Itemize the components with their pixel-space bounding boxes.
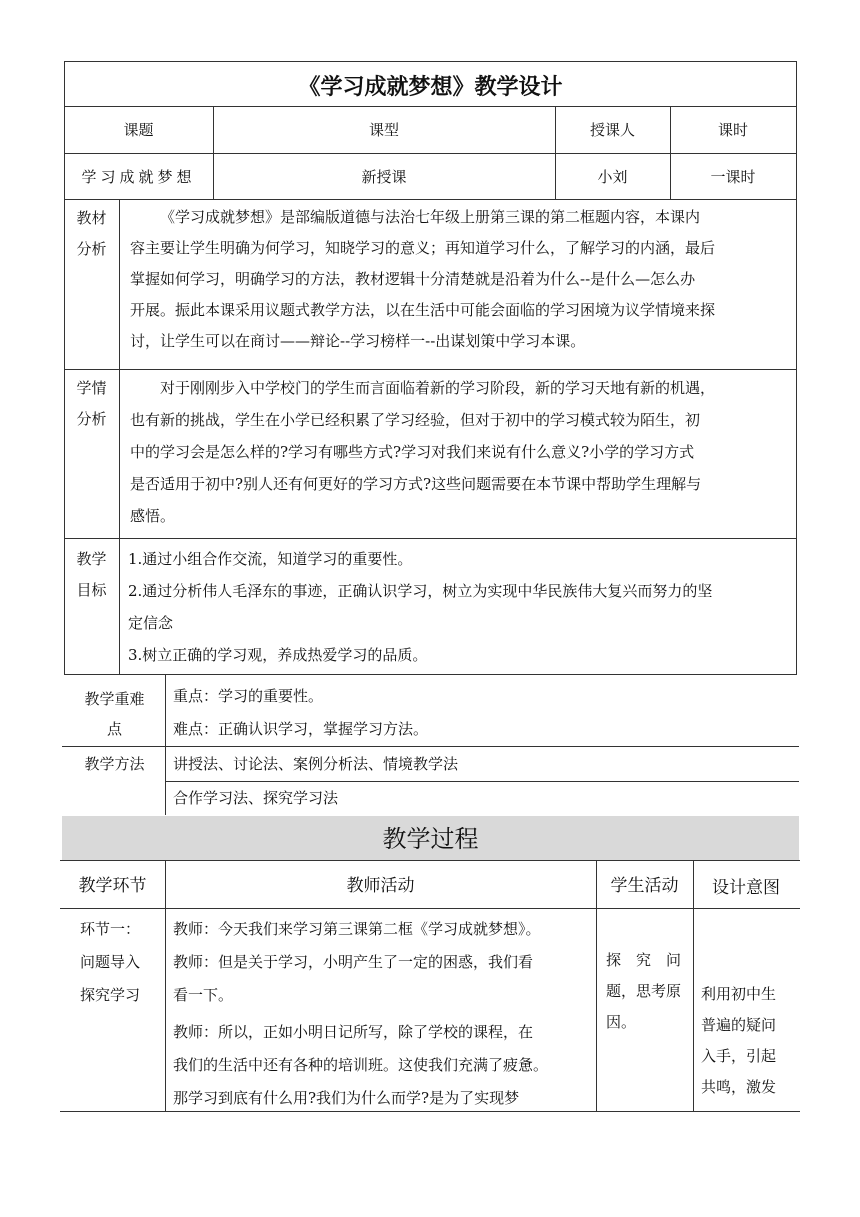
text-line: 教师：但是关于学习，小明产生了一定的困惑，我们看 xyxy=(173,953,534,971)
text-line: 容主要让学生明确为何学习，知晓学习的意义；再知道学习什么，了解学习的内涵，最后 xyxy=(130,239,716,257)
text-line: 教师：今天我们来学习第三课第二框《学习成就梦想》。 xyxy=(173,920,541,938)
text-line: 掌握如何学习，明确学习的方法，教材逻辑十分清楚就是沿着为什么--是什么—怎么办 xyxy=(130,270,696,288)
row-line xyxy=(64,153,797,154)
text-line: 对于刚刚步入中学校门的学生而言面临着新的学习阶段，新的学习天地有新的机遇， xyxy=(160,379,716,397)
goals-text xyxy=(128,543,793,671)
label-line: 点 xyxy=(106,720,122,738)
row-line xyxy=(60,908,800,909)
process-header-stage: 教学环节 xyxy=(78,876,147,896)
label-line: 教学 xyxy=(76,550,107,568)
label-line: 教学重难 xyxy=(84,690,145,708)
row-line xyxy=(64,199,797,200)
row-line xyxy=(62,746,799,747)
methods-line-2: 合作学习法、探究学习法 xyxy=(173,789,339,807)
process-header-teacher: 教师活动 xyxy=(346,876,415,896)
teacher-cell xyxy=(173,913,593,1115)
students-text xyxy=(130,372,790,532)
text-line: 讨，让学生可以在商讨——辩论--学习榜样一--出谋划策中学习本课。 xyxy=(130,332,586,350)
value-course: 学习成就梦想 xyxy=(81,168,196,186)
text-line: 探 究 问 xyxy=(606,951,682,969)
text-line: 感悟。 xyxy=(130,507,176,525)
table-top-border xyxy=(64,61,797,62)
text-line: 探究学习 xyxy=(80,986,141,1004)
text-line: 定信念 xyxy=(128,614,174,632)
material-text xyxy=(130,202,790,357)
label-line: 教材 xyxy=(76,209,107,227)
text-line: 3.树立正确的学习观，养成热爱学习的品质。 xyxy=(128,646,428,664)
text-line: 共鸣，激发 xyxy=(701,1078,777,1096)
text-line: 《学习成就梦想》是部编版道德与法治七年级上册第三课的第二框题内容，本课内 xyxy=(160,208,701,226)
process-header-student: 学生活动 xyxy=(610,876,679,896)
material-label xyxy=(64,203,119,265)
text-line: 环节一： xyxy=(80,920,141,938)
value-hours: 一课时 xyxy=(710,168,756,186)
col-line xyxy=(596,860,597,1111)
header-course: 课题 xyxy=(123,121,154,139)
text-line: 1.通过小组合作交流，知道学习的重要性。 xyxy=(128,550,413,568)
row-line xyxy=(64,369,797,370)
text-line: 教师：所以，正如小明日记所写，除了学校的课程，在 xyxy=(173,1023,534,1041)
text-line: 难点：正确认识学习，掌握学习方法。 xyxy=(173,720,429,738)
text-line: 开展。振此本课采用议题式教学方法，以在生活中可能会面临的学习困境为议学情境来探 xyxy=(130,301,716,319)
intent-cell xyxy=(701,979,797,1103)
text-line: 重点：学习的重要性。 xyxy=(173,687,324,705)
header-hours: 课时 xyxy=(717,121,748,139)
row-line xyxy=(64,106,797,107)
label-line: 学情 xyxy=(76,379,107,397)
methods-label: 教学方法 xyxy=(84,755,145,773)
label-line: 分析 xyxy=(76,410,107,428)
text-line: 题，思考原 xyxy=(606,982,682,1000)
stage-cell xyxy=(80,913,164,1012)
text-line: 2.通过分析伟人毛泽东的事迹，正确认识学习，树立为实现中华民族伟大复兴而努力的坚 xyxy=(128,582,713,600)
text-line: 也有新的挑战，学生在小学已经积累了学习经验，但对于初中的学习模式较为陌生，初 xyxy=(130,411,701,429)
col-line xyxy=(119,199,120,674)
value-type: 新授课 xyxy=(361,168,407,186)
text-line: 因。 xyxy=(606,1013,637,1031)
label-line: 分析 xyxy=(76,240,107,258)
header-teacher: 授课人 xyxy=(589,121,635,139)
value-teacher: 小刘 xyxy=(597,168,628,186)
process-title: 教学过程 xyxy=(382,825,479,853)
methods-line-1: 讲授法、讨论法、案例分析法、情境教学法 xyxy=(173,755,459,773)
text-line: 利用初中生 xyxy=(701,985,777,1003)
text-line: 看一下。 xyxy=(173,986,234,1004)
student-cell xyxy=(606,945,692,1038)
keypoints-label xyxy=(64,684,165,744)
row-line xyxy=(60,860,800,861)
text-line: 那学习到底有什么用?我们为什么而学?是为了实现梦 xyxy=(173,1089,520,1107)
text-line: 入手，引起 xyxy=(701,1047,777,1065)
text-line: 是否适用于初中?别人还有何更好的学习方式?这些问题需要在本节课中帮助学生理解与 xyxy=(130,475,702,493)
text-line: 问题导入 xyxy=(80,953,141,971)
row-line xyxy=(165,781,799,782)
text-line: 我们的生活中还有各种的培训班。这使我们充满了疲惫。 xyxy=(173,1056,549,1074)
row-line xyxy=(64,538,797,539)
header-type: 课型 xyxy=(368,121,399,139)
students-label xyxy=(64,373,119,435)
text-line: 中的学习会是怎么样的?学习有哪些方式?学习对我们来说有什么意义?小学的学习方式 xyxy=(130,443,695,461)
text-line: 普遍的疑问 xyxy=(701,1016,777,1034)
label-line: 目标 xyxy=(76,581,107,599)
col-line xyxy=(165,675,166,815)
page-title: 《学习成就梦想》教学设计 xyxy=(298,74,563,100)
row-line xyxy=(64,674,797,675)
col-line xyxy=(165,860,166,1111)
process-header-intent: 设计意图 xyxy=(712,878,780,898)
goals-label xyxy=(64,544,119,606)
keypoints-text xyxy=(173,680,793,746)
